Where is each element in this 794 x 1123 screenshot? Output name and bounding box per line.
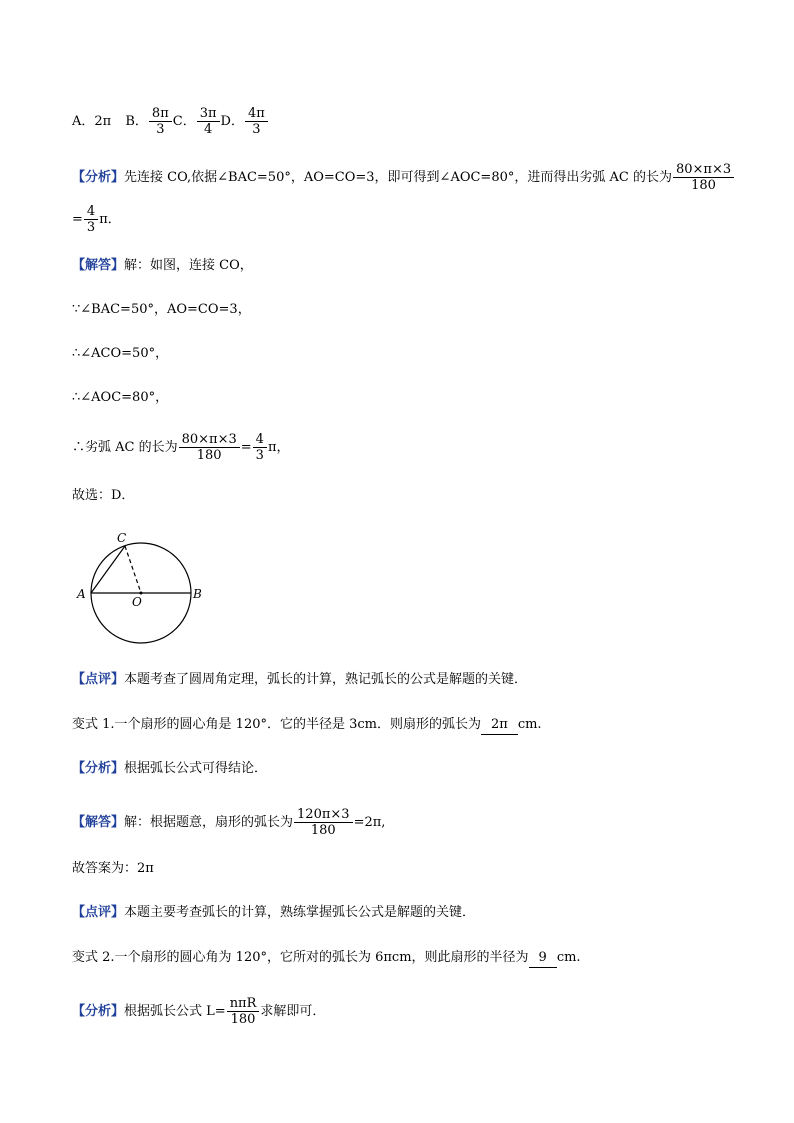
equals-sign: = [240,440,252,455]
label-o: O [132,595,142,609]
fraction-denominator: 4 [203,122,213,137]
arc-length-formula-fraction [227,996,260,1027]
variant-1-text: 变式 1.一个扇形的圆心角是 120°．它的半径是 3cm．则扇形的弧长为 [72,717,481,732]
options-line [72,106,269,137]
pi-suffix: π． [99,212,121,227]
option-b-fraction [149,106,172,137]
fraction-numerator: 3π [197,106,220,122]
arc-length-fraction [179,432,240,463]
analysis-3-suffix: 求解即可． [260,1004,326,1019]
pi-suffix: π， [267,440,290,455]
analysis-1-fraction [673,162,734,193]
solution-2-fraction [294,807,353,838]
arc-length-prefix: ∴劣弧 AC 的长为 [72,440,178,455]
equals-sign: = [72,212,83,227]
analysis-1-continuation [72,204,121,235]
solution-1-line-4: ∴∠AOC=80°， [72,390,169,405]
solution-tag: 【解答】 [72,815,125,830]
variant-2-text: 变式 2.一个扇形的圆心角为 120°，它所对的弧长为 6πcm，则此扇形的半径为 [72,950,529,965]
fraction-denominator: 180 [691,178,716,193]
solution-1-line-3: ∴∠ACO=50°， [72,346,169,361]
comment-1-line [72,671,527,689]
solution-1-line-1 [72,257,253,275]
variant-2-line [72,949,581,968]
fraction-denominator: 180 [230,1012,256,1027]
fraction-numerator: 4 [84,204,98,220]
fraction-denominator: 180 [196,448,222,463]
option-b-prefix: B． [125,114,148,129]
analysis-2-line [72,760,267,778]
label-b: B [193,587,202,601]
option-d-prefix: D． [220,114,244,129]
comment-2-line [72,904,475,922]
fraction-denominator: 3 [255,448,264,463]
fraction-numerator: nπR [227,996,260,1012]
comment-2-text: 本题主要考查弧长的计算，熟练掌握弧长公式是解题的关键． [124,905,476,920]
fraction-denominator: 3 [86,220,96,235]
fraction-denominator: 3 [252,122,261,137]
fraction-denominator: 180 [310,823,336,838]
comment-1-text: 本题考查了圆周角定理，弧长的计算，熟记弧长的公式是解题的关键． [124,672,528,687]
comment-tag: 【点评】 [72,905,125,920]
fraction-numerator: 8π [149,106,172,122]
label-a: A [77,587,86,601]
analysis-3-prefix: 根据弧长公式 L= [124,1004,226,1019]
solution-2-suffix: =2π, [353,815,386,830]
variant-2-unit: cm. [556,950,581,965]
chord-ac [91,546,125,593]
solution-2-answer: 故答案为：2π [72,861,154,876]
solution-2-prefix: 解：根据题意，扇形的弧长为 [124,815,294,830]
solution-2-line [72,807,385,838]
option-a: A．2π [72,114,112,129]
comment-tag: 【点评】 [72,672,125,687]
segment-co-dashed [125,546,141,593]
solution-tag: 【解答】 [72,258,125,273]
variant-1-answer-blank: 2π [481,716,518,735]
label-c: C [117,531,127,545]
solution-1-line-5 [72,432,290,463]
fraction-denominator: 3 [156,122,165,137]
fraction-numerator: 80×π×3 [179,432,240,448]
solution-1-text: 解：如图，连接 CO， [124,258,253,273]
analysis-tag: 【分析】 [72,170,125,185]
analysis-tag: 【分析】 [72,761,125,776]
analysis-3-line [72,996,325,1027]
variant-1-line [72,716,542,735]
analysis-2-text: 根据弧长公式可得结论． [124,761,268,776]
solution-1-line-2: ∵∠BAC=50°，AO=CO=3， [72,302,251,317]
solution-1-choice: 故选：D． [72,488,135,503]
analysis-1-text: 先连接 CO,依据∠BAC=50°，AO=CO=3，即可得到∠AOC=80°，进而得出劣弧 AC 的长为 [124,170,672,185]
option-d-fraction [245,106,268,137]
fraction-numerator: 4 [253,432,267,448]
option-c-prefix: C． [172,114,196,129]
analysis-tag: 【分析】 [72,1004,125,1019]
fraction-numerator: 4π [245,106,268,122]
analysis-1-result-fraction [84,204,98,235]
option-c-fraction [197,106,220,137]
variant-1-unit: cm. [517,717,542,732]
fraction-numerator: 80×π×3 [673,162,734,178]
arc-length-result-fraction [253,432,267,463]
variant-2-answer-blank: 9 [529,949,557,968]
analysis-1-line [72,162,735,193]
circle-figure [72,528,212,648]
fraction-numerator: 120π×3 [294,807,353,823]
